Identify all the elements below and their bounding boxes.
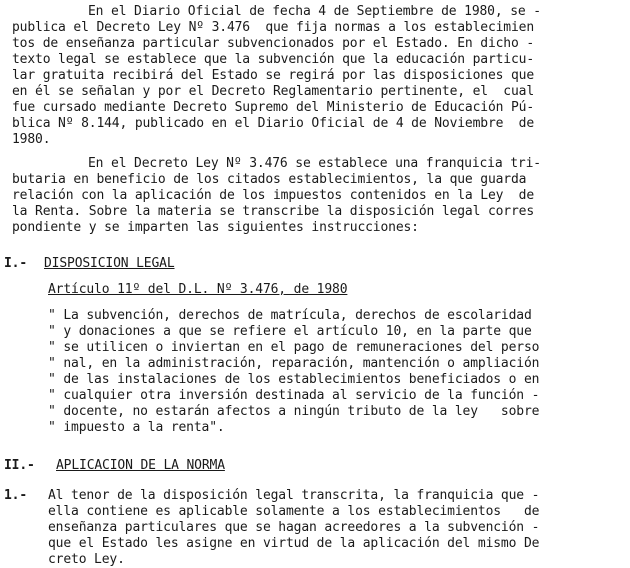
intro-p2-line-1: En el Decreto Ley Nº 3.476 se establece una franquicia tri- xyxy=(88,156,541,171)
intro-p1-line-4: texto legal se establece que la subvención que la educación particu- xyxy=(12,52,535,67)
item-1-number: 1.- xyxy=(4,488,28,503)
section-1-title: DISPOSICION LEGAL xyxy=(44,256,175,271)
section-2-number: II.- xyxy=(4,458,35,473)
intro-p2-line-2: butaria en beneficio de los citados establecimientos, la que guarda xyxy=(12,172,527,187)
item-1-line-2: ella contiene es aplicable solamente a los establecimientos de xyxy=(48,504,540,519)
quote-line-6: " cualquier otra inversión destinada al servicio de la función - xyxy=(48,388,540,403)
quote-line-7: " docente, no estarán afectos a ningún tributo de la ley sobre xyxy=(48,404,540,419)
item-1-line-3: enseñanza particulares que se hagan acreedores a la subvención - xyxy=(48,520,540,535)
intro-p2-line-5: pondiente y se imparten las siguientes instrucciones: xyxy=(12,220,419,235)
intro-p1-line-2: publica el Decreto Ley Nº 3.476 que fija normas a los establecimien xyxy=(12,20,535,35)
article-title: Artículo 11º del D.L. Nº 3.476, de 1980 xyxy=(48,282,348,297)
intro-p1-line-1: En el Diario Oficial de fecha 4 de Septiembre de 1980, se - xyxy=(88,4,541,19)
section-1-number: I.- xyxy=(4,256,28,271)
quote-line-4: " nal, en la administración, reparación, mantención o ampliación xyxy=(48,356,540,371)
intro-p1-line-3: tos de enseñanza particular subvencionados por el Estado. En dicho - xyxy=(12,36,535,51)
intro-p1-line-8: blica Nº 8.144, publicado en el Diario Oficial de 4 de Noviembre de xyxy=(12,116,535,131)
intro-p2-line-3: relación con la aplicación de los impuestos contenidos en la Ley de xyxy=(12,188,535,203)
intro-p2-line-4: la Renta. Sobre la materia se transcribe la disposición legal corres xyxy=(12,204,535,219)
quote-line-3: " se utilicen o inviertan en el pago de remuneraciones del perso xyxy=(48,340,540,355)
quote-line-8: " impuesto a la renta". xyxy=(48,420,225,435)
quote-line-2: " y donaciones a que se refiere el artículo 10, en la parte que xyxy=(48,324,532,339)
section-2-title: APLICACION DE LA NORMA xyxy=(56,458,225,473)
item-1-line-5: creto Ley. xyxy=(48,552,125,567)
quote-line-5: " de las instalaciones de los establecimientos beneficiados o en xyxy=(48,372,540,387)
item-1-line-4: que el Estado les asigne en virtud de la aplicación del mismo De xyxy=(48,536,540,551)
intro-p1-line-9: 1980. xyxy=(12,132,51,147)
intro-p1-line-6: en él se señalan y por el Decreto Reglamentario pertinente, el cual xyxy=(12,84,535,99)
quote-line-1: " La subvención, derechos de matrícula, derechos de escolaridad xyxy=(48,308,532,323)
intro-p1-line-7: fue cursado mediante Decreto Supremo del Ministerio de Educación Pú- xyxy=(12,100,535,115)
item-1-line-1: Al tenor de la disposición legal transcrita, la franquicia que - xyxy=(48,488,540,503)
intro-p1-line-5: lar gratuita recibirá del Estado se regirá por las disposiciones que xyxy=(12,68,535,83)
